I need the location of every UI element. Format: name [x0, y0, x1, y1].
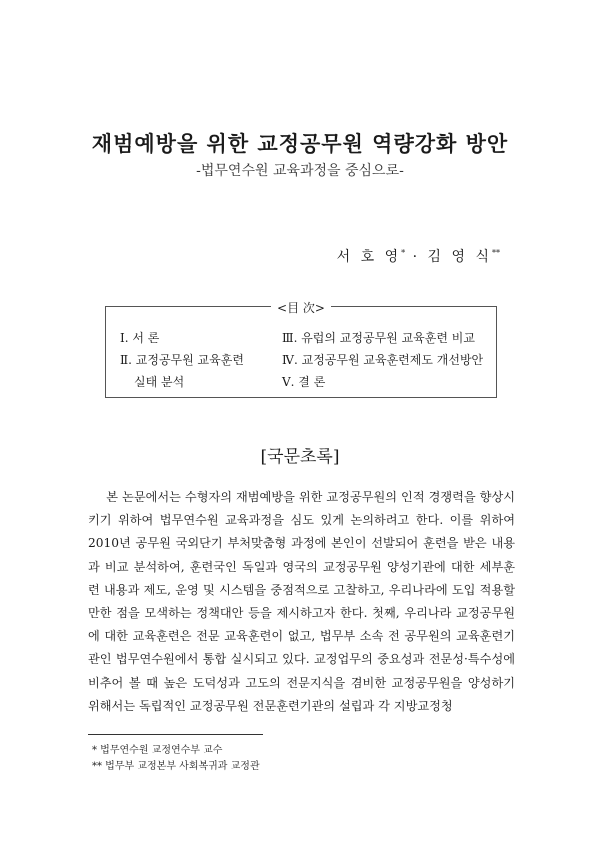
toc-label: <目 次> [271, 301, 331, 315]
toc-label-wrapper [106, 297, 496, 316]
toc-item: Ⅲ. 유럽의 교정공무원 교육훈련 비교 [282, 331, 475, 345]
paper-title: 재범예방을 위한 교정공무원 역량강화 방안 [91, 131, 509, 156]
abstract-body: 본 논문에서는 수형자의 재범예방을 위한 교정공무원의 인적 경쟁력을 향상시키기 위하여 법무연수원 교육과정을 심도 있게 논의하려고 한다. 이를 위하여 2010년 공무원 국외단기 부처맞춤형 과정에 본인이 선발되어 훈련을 받은 내용과 비교 분석하여, 훈련국인 독일과 영국의 교정공무원 양성기관에 대한 세부훈련 내용과 제도, 운영 및 시스템을 중점적으로 고찰하고, 우리나라에 도입 적용할만한 점을 모색하는 정책대안 등을 제시하고자 한다. 첫째, 우리나라 교정공무원에 대한 교육훈련은 전문 교육훈련이 없고, 법무부 소속 전 공무원의 교육훈련기관인 법무연수원에서 통합 실시되고 있다. 교정업무의 중요성과 전문성·특수성에 비추어 볼 때 높은 도덕성과 고도의 전문지식을 겸비한 교정공무원을 양성하기 위해서는 독립적인 교정공무원 전문훈련기관의 설립과 각 지방교정청 [88, 490, 515, 713]
author-1-footnote-mark: * [401, 248, 406, 258]
table-of-contents [105, 301, 497, 398]
footnote-2: ** 법무부 교정본부 사회복귀과 교정관 [92, 761, 260, 772]
author-2-footnote-mark: ** [492, 248, 500, 258]
author-line [337, 246, 500, 266]
toc-item-continued: 실태 분석 [134, 375, 185, 389]
toc-item: Ⅴ. 결 론 [282, 375, 326, 389]
footnote-divider [88, 734, 263, 735]
author-separator: · [405, 249, 428, 265]
abstract-heading: [국문초록] [260, 447, 340, 467]
toc-item: Ⅳ. 교정공무원 교육훈련제도 개선방안 [282, 353, 484, 367]
toc-item: Ⅰ. 서 론 [120, 331, 160, 345]
toc-item: Ⅱ. 교정공무원 교육훈련 [120, 353, 244, 367]
paper-subtitle: -법무연수원 교육과정을 중심으로- [196, 163, 404, 179]
author-2: 김 영 식 [427, 249, 492, 265]
author-1: 서 호 영 [336, 249, 402, 265]
footnote-1: * 법무연수원 교정연수부 교수 [92, 745, 223, 756]
